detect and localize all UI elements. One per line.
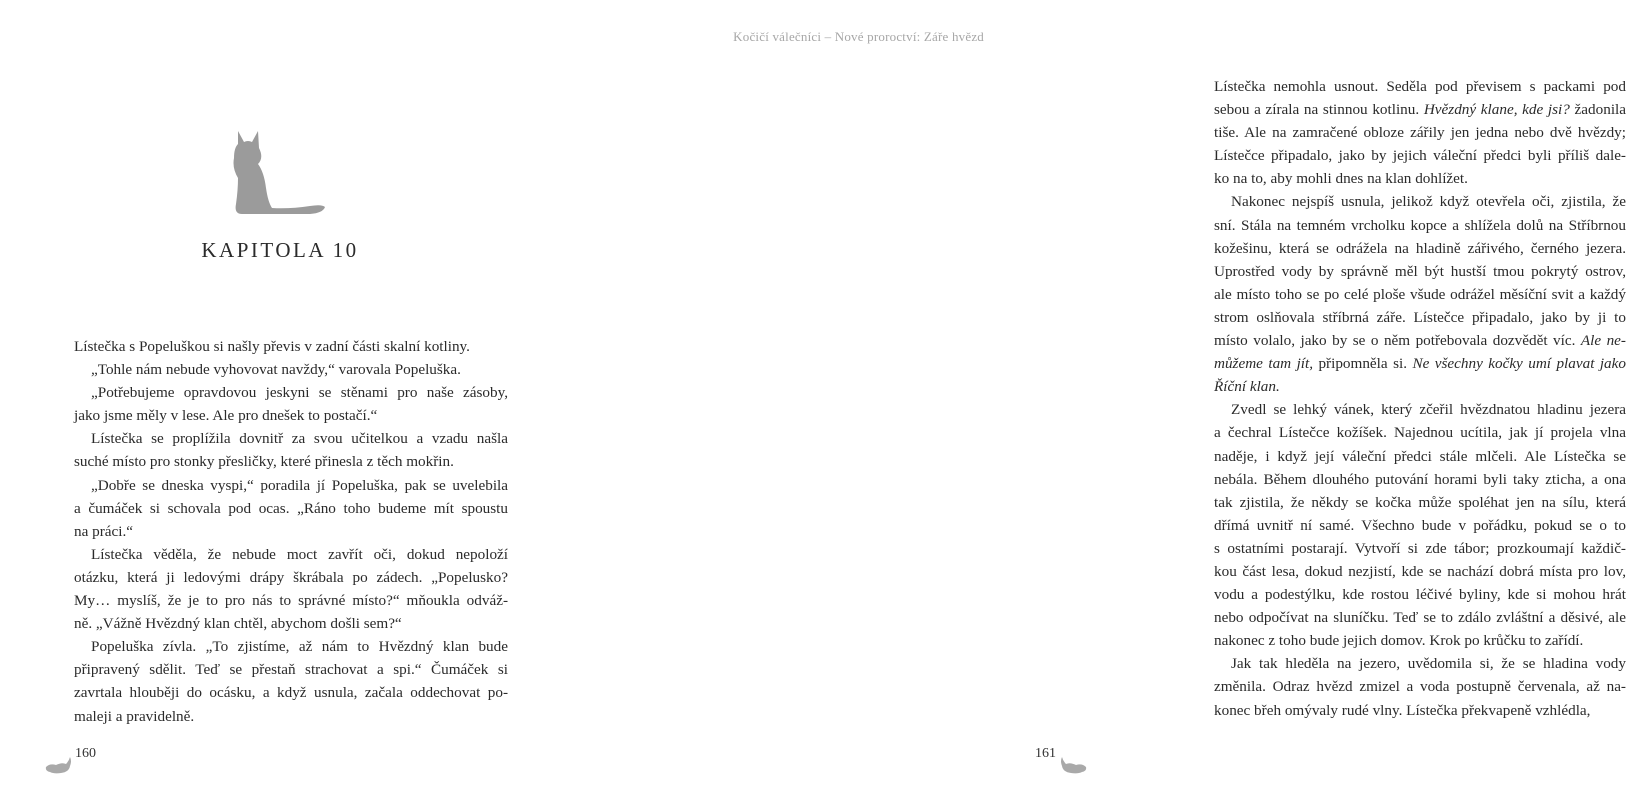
chapter-title: KAPITOLA 10 (201, 238, 359, 262)
text-run: Lístečka s Popeluškou si našly převis v zadní části skalní kotliny. (74, 338, 470, 355)
text-run: nebála. Během dlouhého putování horami byli taky zticha, a ona (1214, 470, 1626, 488)
text-line (1214, 398, 1626, 421)
text-run: „Tohle nám nebude vyhovovat navždy,“ varovala Popeluška. (91, 361, 461, 379)
text-line (1214, 144, 1626, 167)
text-run: My… myslíš, že je to pro nás to správné místo?“ mňoukla odváž- (74, 592, 508, 610)
text-run: otázku, která ji ledovými drápy škrábala po zádech. „Popelusko? (74, 568, 508, 586)
text-line (1214, 329, 1626, 352)
italic-phrase: Ale ne- (1580, 332, 1626, 350)
text-line (74, 681, 508, 704)
text-line (1214, 283, 1626, 306)
text-run: tak zjistila, že někdy se kočka může spoléhat jen na sílu, která (1214, 493, 1626, 511)
text-line (1214, 537, 1626, 560)
page-number-left: 160 (75, 746, 96, 761)
text-line (74, 404, 508, 427)
text-run: Nakonec nejspíš usnula, jelikož když otevřela oči, zjistila, že (1231, 193, 1626, 211)
text-line (1214, 260, 1626, 283)
text-line (1214, 699, 1626, 722)
text-run: konec břeh omývaly rudé vlny. Lístečka překvapeně vzhlédla, (1214, 701, 1591, 719)
right-page (566, 0, 1626, 800)
text-run: Jak tak hleděla na jezero, uvědomila si, že se hladina vody (1231, 655, 1626, 673)
text-run: zavrtala hlouběji do ocásku, a když usnula, začala oddechovat po- (74, 684, 508, 702)
text-line (1214, 560, 1626, 583)
text-line (1214, 675, 1626, 698)
text-run: Lístečka se proplížila dovnitř za svou učitelkou a vzadu našla (91, 430, 508, 448)
text-line (1214, 352, 1626, 375)
text-line (74, 520, 508, 543)
text-line (1214, 629, 1626, 652)
text-line (1214, 190, 1626, 213)
text-run: strom oslňovala stříbrná záře. Lístečce připadalo, jako by ji to (1214, 308, 1626, 326)
text-run: Lístečce připadalo, jako by jejich váleční předci byli příliš dale- (1214, 147, 1626, 165)
text-line (74, 543, 508, 566)
text-line (1214, 121, 1626, 144)
text-run: připravený sdělit. Teď se přestaň strachovat a spi.“ Čumáček si (74, 661, 508, 679)
text-run: Lístečka nemohla usnout. Seděla pod převisem s packami pod (1214, 78, 1626, 95)
text-line (1214, 445, 1626, 468)
text-run: a čumáček si schovala pod ocas. „Ráno toho budeme mít spoustu (74, 499, 508, 517)
text-run: maleji a pravidelně. (74, 707, 195, 725)
text-run: nakonec z toho bude jejich domov. Krok po krůčku to zařídí. (1214, 632, 1584, 650)
text-line (1214, 306, 1626, 329)
text-run: změnila. Odraz hvězd zmizel a voda postupně červenala, až na- (1214, 678, 1626, 696)
text-run: žadonila (1569, 101, 1626, 119)
text-line (1214, 214, 1626, 237)
text-run: vodu a podestýlku, kde rostou léčivé byliny, kde si mohou hrát (1214, 586, 1626, 604)
text-line (1214, 98, 1626, 121)
text-line (74, 497, 508, 520)
text-run: s ostatními postarají. Vytvoří si zde tábor; prozkoumají každič- (1214, 539, 1626, 557)
text-run: místo volalo, jako by se o něm potřebovala dozvědět víc. (1214, 332, 1581, 350)
text-line (1214, 421, 1626, 444)
text-line (74, 381, 508, 404)
text-run: „Potřebujeme opravdovou jeskyni se stěnami pro naše zásoby, (91, 384, 508, 402)
text-run: Popeluška zívla. „To zjistíme, až nám to Hvězdný klan bude (91, 638, 508, 656)
text-run: Lístečka věděla, že nebude moct zavřít oči, dokud nepoloží (91, 545, 508, 563)
text-line (1214, 237, 1626, 260)
text-line (74, 474, 508, 497)
text-line (74, 566, 508, 589)
italic-phrase: Hvězdný klane, kde jsi? (1423, 101, 1570, 119)
text-line (1214, 468, 1626, 491)
text-run: nebo odpočívat na sluníčku. Teď se to zdálo zvláštní a děsivé, ale (1214, 609, 1626, 627)
text-run: jako jsme měly v lese. Ale pro dnešek to postačí.“ (74, 407, 378, 425)
text-line (74, 450, 508, 473)
left-page-text (74, 335, 508, 728)
text-line (1214, 167, 1626, 190)
text-run: kožešinu, která se odrážela na hladině zářivého, černého jezera. (1214, 239, 1626, 257)
italic-phrase: Ne všechny kočky umí plavat jako (1412, 355, 1626, 373)
text-run: a čechral Lístečce kožíšek. Najednou ucítila, jak jí projela vlna (1214, 424, 1626, 442)
text-run: ně. „Vážně Hvězdný klan chtěl, abychom došli sem?“ (74, 615, 402, 633)
text-run: sní. Stála na temném vrcholku kopce a shlížela dolů na Stříbrnou (1214, 216, 1626, 234)
text-run: naděje, i když její váleční předci stále mlčeli. Ale Lístečka se (1214, 447, 1626, 465)
text-line (74, 612, 508, 635)
text-line (74, 358, 508, 381)
running-header: Kočičí válečníci – Nové proroctví: Záře hvězd (733, 29, 984, 44)
right-page-text (1214, 75, 1626, 722)
text-line (1214, 652, 1626, 675)
text-line (1214, 491, 1626, 514)
text-run: „Dobře se dneska vyspi,“ poradila jí Popeluška, pak se uvelebila (91, 476, 508, 494)
text-line (1214, 583, 1626, 606)
page-number-right: 161 (1035, 746, 1056, 761)
text-line (74, 335, 508, 358)
sitting-cat-icon (228, 128, 328, 216)
italic-phrase: můžeme tam jít, (1214, 355, 1314, 373)
italic-phrase: Říční klan. (1214, 378, 1280, 396)
text-run: dřímá uvnitř ní samé. Všechno bude v pořádku, pokud se o to (1214, 516, 1626, 534)
text-line (74, 589, 508, 612)
text-run: připomněla si. (1313, 355, 1413, 373)
text-run: Zvedl se lehký vánek, který zčeřil hvězdnatou hladinu jezera (1231, 401, 1626, 419)
left-page (0, 0, 566, 800)
text-line (1214, 75, 1626, 98)
text-run: Uprostřed vody by správně měl být hustší tmou pokrytý ostrov, (1214, 262, 1626, 280)
text-run: tiše. Ale na zamračené obloze zářily jen jedna nebo dvě hvězdy; (1214, 124, 1626, 142)
text-line (1214, 375, 1626, 398)
text-run: kou část lesa, dokud nezjistí, kde se nachází dobrá místa pro lov, (1214, 562, 1626, 580)
cat-paw-icon (44, 753, 72, 775)
text-run: sebou a zírala na stinnou kotlinu. (1214, 101, 1424, 119)
text-line (1214, 606, 1626, 629)
cat-paw-icon (1060, 753, 1088, 775)
text-line (74, 658, 508, 681)
text-line (74, 705, 508, 728)
text-run: na práci.“ (74, 522, 134, 540)
text-line (1214, 514, 1626, 537)
text-run: suché místo pro stonky přesličky, které přinesla z těch mokřin. (74, 453, 454, 471)
text-run: ale místo toho se po celé ploše všude odrážel měsíční svit a každý (1214, 285, 1626, 303)
text-run: ko na to, aby mohli dnes na klan dohlížet. (1214, 170, 1468, 188)
text-line (74, 635, 508, 658)
text-line (74, 427, 508, 450)
